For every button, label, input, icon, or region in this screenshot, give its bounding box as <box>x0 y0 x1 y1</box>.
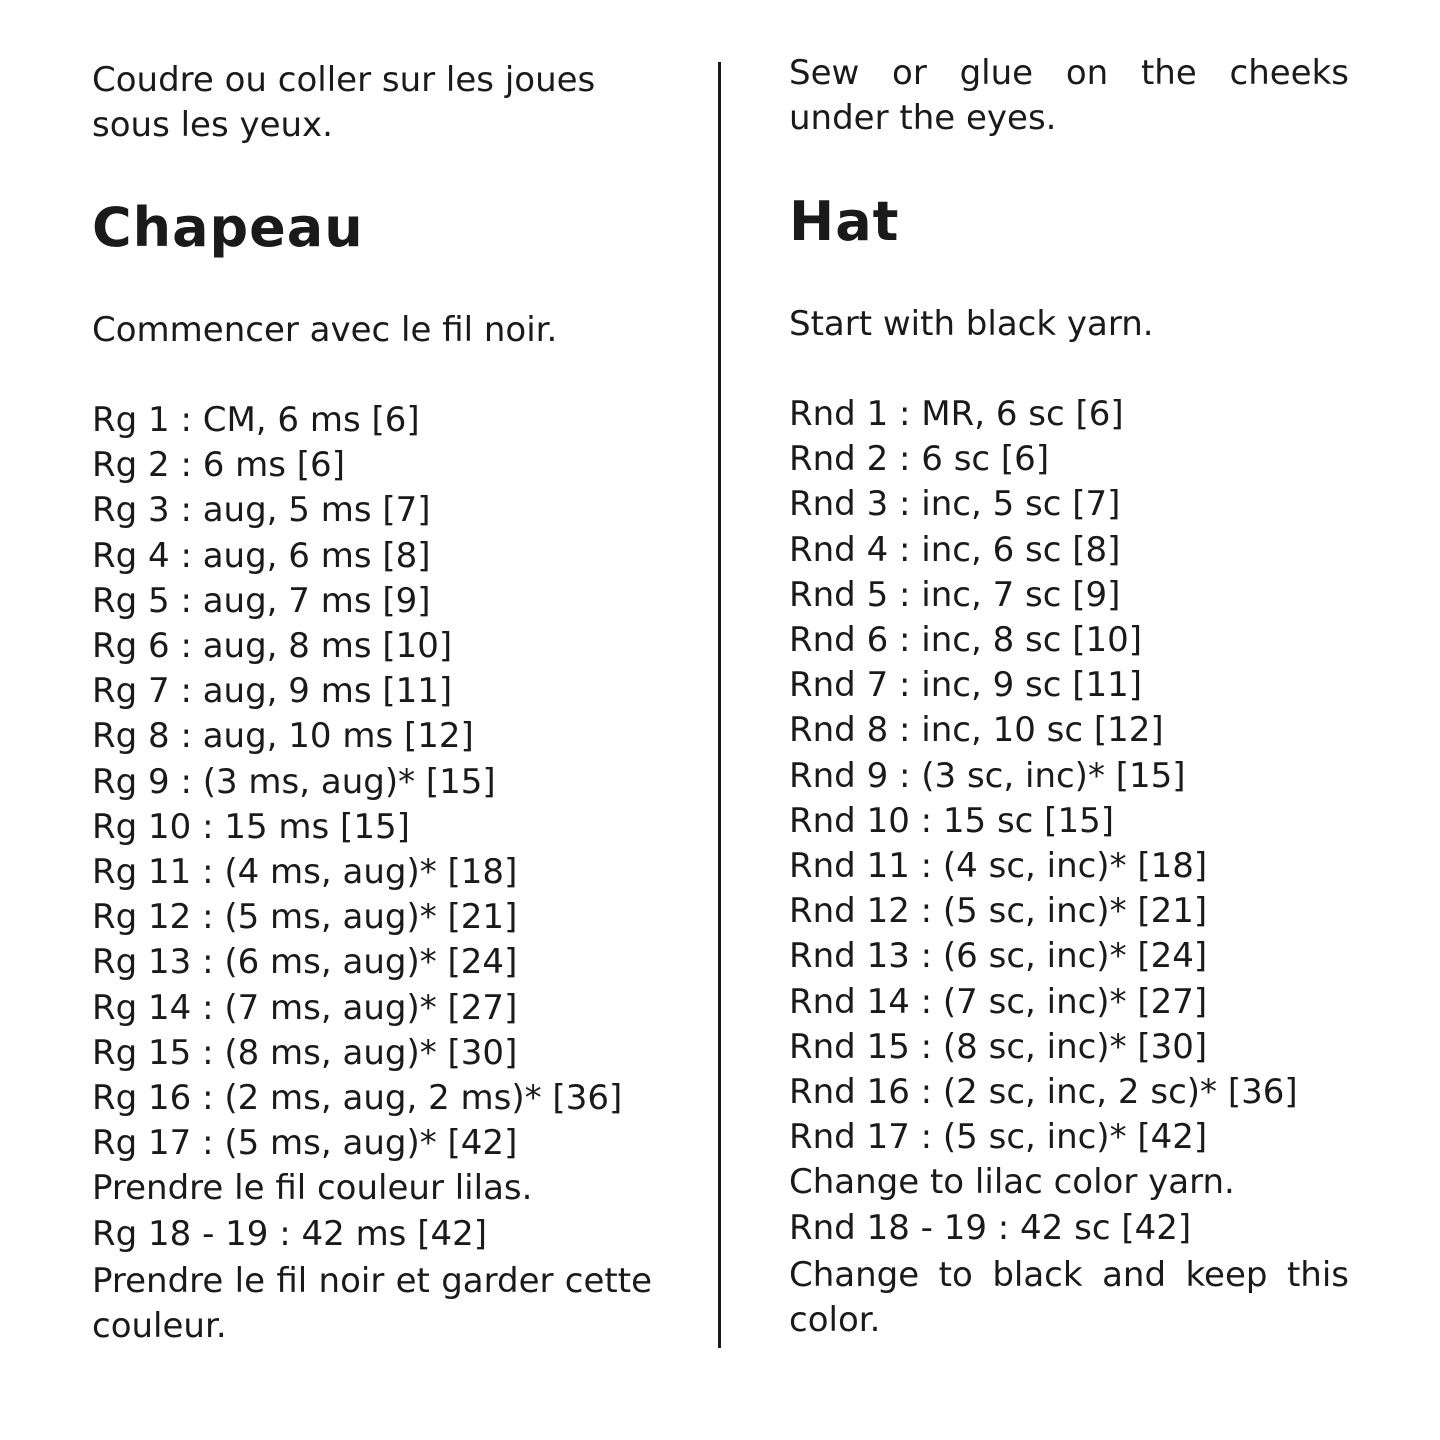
round-row: Rg 16 : (2 ms, aug, 2 ms)* [36] <box>92 1078 623 1119</box>
english-heading: Hat <box>789 190 900 253</box>
english-start-instruction: Start with black yarn. <box>789 304 1154 344</box>
round-row: Rnd 4 : inc, 6 sc [8] <box>789 529 1121 570</box>
round-row: Rnd 7 : inc, 9 sc [11] <box>789 665 1143 706</box>
round-row: Rg 10 : 15 ms [15] <box>92 806 410 847</box>
round-row: Rnd 5 : inc, 7 sc [9] <box>789 574 1121 615</box>
round-row: Rnd 12 : (5 sc, inc)* [21] <box>789 891 1208 932</box>
round-row: Rg 5 : aug, 7 ms [9] <box>92 580 431 621</box>
round-row: Rnd 13 : (6 sc, inc)* [24] <box>789 936 1208 977</box>
round-row: Rnd 15 : (8 sc, inc)* [30] <box>789 1026 1208 1067</box>
round-row: Rnd 11 : (4 sc, inc)* [18] <box>789 846 1208 887</box>
french-start-instruction: Commencer avec le fil noir. <box>92 310 558 350</box>
round-row: Rnd 8 : inc, 10 sc [12] <box>789 710 1164 751</box>
english-round-list <box>789 392 1389 1251</box>
round-row: Change to lilac color yarn. <box>789 1162 1235 1203</box>
round-row: Rg 6 : aug, 8 ms [10] <box>92 626 453 667</box>
round-row: Rnd 2 : 6 sc [6] <box>789 439 1050 480</box>
round-row: Rg 3 : aug, 5 ms [7] <box>92 490 431 531</box>
round-row: Prendre le fil couleur lilas. <box>92 1168 533 1209</box>
round-row: Rg 9 : (3 ms, aug)* [15] <box>92 761 496 802</box>
round-row: Rnd 3 : inc, 5 sc [7] <box>789 484 1121 525</box>
french-heading: Chapeau <box>92 196 364 259</box>
round-row: Rnd 10 : 15 sc [15] <box>789 800 1114 841</box>
round-row: Rg 1 : CM, 6 ms [6] <box>92 400 420 440</box>
round-row: Rg 2 : 6 ms [6] <box>92 445 345 486</box>
round-row: Rnd 14 : (7 sc, inc)* [27] <box>789 981 1208 1022</box>
round-row: Rg 7 : aug, 9 ms [11] <box>92 671 453 712</box>
french-round-list <box>92 398 692 1257</box>
round-row: Rnd 16 : (2 sc, inc, 2 sc)* [36] <box>789 1072 1298 1113</box>
round-row: Rg 8 : aug, 10 ms [12] <box>92 716 474 757</box>
round-row: Rg 13 : (6 ms, aug)* [24] <box>92 942 518 983</box>
english-intro: Sew or glue on the cheeks under the eyes. <box>789 53 1349 138</box>
column-divider <box>718 62 721 1348</box>
round-row: Rnd 1 : MR, 6 sc [6] <box>789 394 1124 434</box>
round-row: Rg 11 : (4 ms, aug)* [18] <box>92 852 518 893</box>
round-row: Rnd 17 : (5 sc, inc)* [42] <box>789 1117 1208 1158</box>
round-row: Rnd 9 : (3 sc, inc)* [15] <box>789 755 1186 796</box>
round-row: Rg 14 : (7 ms, aug)* [27] <box>92 987 518 1028</box>
round-row: Rg 17 : (5 ms, aug)* [42] <box>92 1123 518 1164</box>
round-row: Rg 4 : aug, 6 ms [8] <box>92 535 431 576</box>
french-finish-instruction: Prendre le fil noir et garder cette couleur. <box>92 1261 652 1346</box>
round-row: Rg 12 : (5 ms, aug)* [21] <box>92 897 518 938</box>
round-row: Rg 15 : (8 ms, aug)* [30] <box>92 1032 518 1073</box>
french-intro: Coudre ou coller sur les joues sous les yeux. <box>92 60 596 145</box>
round-row: Rnd 18 - 19 : 42 sc [42] <box>789 1207 1192 1248</box>
round-row: Rg 18 - 19 : 42 ms [42] <box>92 1213 488 1254</box>
round-row: Rnd 6 : inc, 8 sc [10] <box>789 620 1143 661</box>
english-finish-instruction: Change to black and keep this color. <box>789 1255 1349 1340</box>
